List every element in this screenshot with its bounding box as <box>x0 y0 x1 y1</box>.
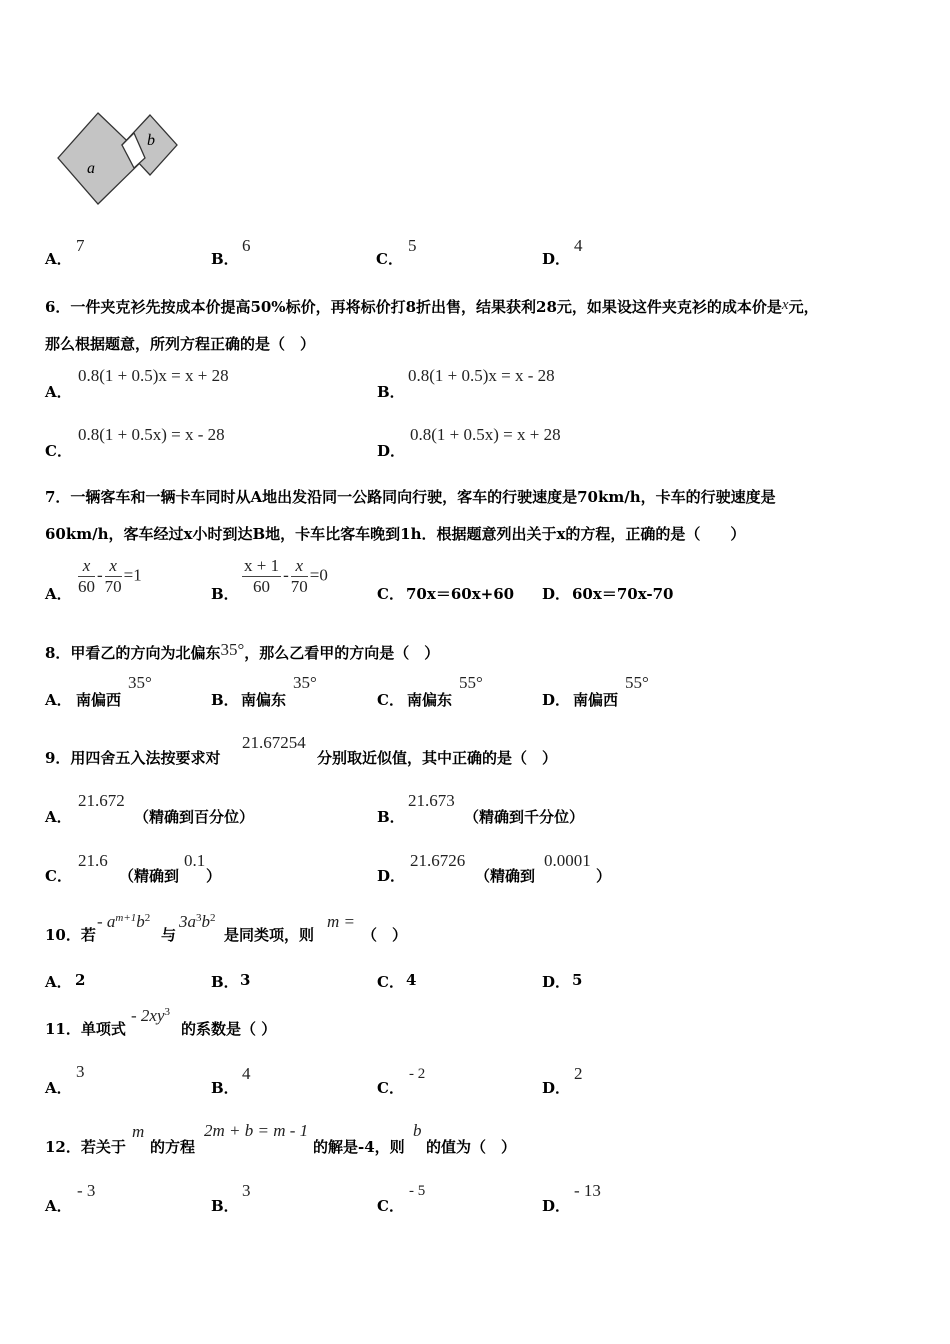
q11-expr-text: - 2xy <box>131 1006 165 1025</box>
q7-d-label[interactable]: D． <box>542 585 571 603</box>
q10-t1b: b <box>136 912 145 931</box>
q8-b-value: 35° <box>293 673 317 692</box>
q10-d-label[interactable]: D． <box>542 973 571 991</box>
q8-c-text: 南偏东 <box>407 691 453 709</box>
q6-b-expr: 0.8(1 + 0.5)x = x - 28 <box>408 366 555 385</box>
q7-a-expr <box>76 556 142 597</box>
q7-b-den2: 70 <box>290 577 308 596</box>
q6-a-expr: 0.8(1 + 0.5)x = x + 28 <box>78 366 229 385</box>
q10-c-label[interactable]: C． <box>377 973 404 991</box>
q12-mid2: 的解是-4，则 <box>313 1138 405 1156</box>
q10-end: （ ） <box>362 926 408 944</box>
q11-post: 的系数是（ ） <box>181 1020 277 1038</box>
q12-d-label[interactable]: D． <box>542 1197 571 1215</box>
q7-stem-line1: 7．一辆客车和一辆卡车同时从A地出发沿同一公路同向行驶，客车的行驶速度是70km/h，卡车的行驶速度是 <box>45 488 776 506</box>
q7-a-label[interactable]: A． <box>45 585 72 603</box>
q9-c-precision: 0.1 <box>184 851 206 870</box>
q11-b-label[interactable]: B． <box>211 1079 239 1097</box>
q7-b-label[interactable]: B． <box>211 585 239 603</box>
q7-a-num2: x <box>105 556 122 577</box>
q7-c-expr: 70x＝60x+60 <box>406 585 515 603</box>
q9-d-value: 21.6726 <box>410 851 466 870</box>
q5-d-label[interactable]: D． <box>542 250 571 268</box>
q10-c-value: 4 <box>406 971 417 989</box>
q12-a-value: - 3 <box>77 1181 96 1200</box>
q9-b-text: （精确到千分位） <box>464 808 585 826</box>
q9-a-text: （精确到百分位） <box>134 808 255 826</box>
q9-a-value: 21.672 <box>78 791 125 810</box>
q10-t2: 3a <box>179 912 196 931</box>
q10-mid: 与 <box>161 926 177 944</box>
q12-var2: b <box>413 1121 422 1140</box>
q10-pre: 10．若 <box>45 926 96 944</box>
q8-a-text: 南偏西 <box>76 691 122 709</box>
q8-b-text: 南偏东 <box>241 691 287 709</box>
q10-a-value: 2 <box>75 971 86 989</box>
q5-c-label[interactable]: C． <box>376 250 403 268</box>
q9-c-end: ） <box>206 867 222 885</box>
q5-d-value: 4 <box>574 236 583 255</box>
q6-stem-line1 <box>45 296 819 317</box>
q12-a-label[interactable]: A． <box>45 1197 72 1215</box>
q12-b-label[interactable]: B． <box>211 1197 239 1215</box>
q7-b-num1: x + 1 <box>244 556 280 575</box>
q6-d-label[interactable]: D． <box>377 442 406 460</box>
q9-a-label[interactable]: A． <box>45 808 72 826</box>
q8-angle: 35° <box>220 640 245 659</box>
q10-var: m = <box>327 912 355 931</box>
q7-a-rhs: =1 <box>123 565 142 585</box>
q8-post: ，那么乙看甲的方向是（ ） <box>244 644 440 662</box>
q12-c-label[interactable]: C． <box>377 1197 404 1215</box>
q8-a-value: 35° <box>128 673 152 692</box>
q10-t2-sup: 3 <box>196 912 202 924</box>
q9-number: 21.67254 <box>242 733 306 752</box>
q6-a-label[interactable]: A． <box>45 383 72 401</box>
q7-a-num1: x <box>78 556 95 577</box>
q8-d-value: 55° <box>625 673 649 692</box>
q12-mid: 的方程 <box>150 1138 196 1156</box>
label-a: a <box>87 160 95 177</box>
q11-d-value: 2 <box>574 1064 583 1083</box>
squares-figure <box>50 105 185 210</box>
q11-c-value: - 2 <box>409 1066 426 1082</box>
q10-t1: - a <box>97 912 116 931</box>
q5-a-label[interactable]: A． <box>45 250 72 268</box>
q5-options <box>45 236 925 266</box>
q7-d-expr: 60x＝70x-70 <box>572 585 674 603</box>
q7-b-den1: 60 <box>253 577 271 596</box>
q9-b-label[interactable]: B． <box>377 808 405 826</box>
q7-b-num2: x <box>291 556 308 577</box>
q9-d-precision: 0.0001 <box>544 851 591 870</box>
q10-a-label[interactable]: A． <box>45 973 72 991</box>
q5-b-value: 6 <box>242 236 251 255</box>
q8-c-label[interactable]: C． <box>377 691 404 709</box>
q7-a-op: - <box>97 565 103 585</box>
q5-a-value: 7 <box>76 236 85 255</box>
q10-post: 是同类项，则 <box>224 926 315 944</box>
q11-pre: 11．单项式 <box>45 1020 126 1038</box>
label-b: b <box>147 132 155 149</box>
q8-a-label[interactable]: A． <box>45 691 72 709</box>
q6-c-expr: 0.8(1 + 0.5x) = x - 28 <box>78 425 225 444</box>
q7-c-label[interactable]: C． <box>377 585 404 603</box>
q8-c-value: 55° <box>459 673 483 692</box>
q9-d-end: ） <box>596 867 612 885</box>
q10-b-label[interactable]: B． <box>211 973 239 991</box>
q7-b-expr <box>240 556 328 597</box>
q7-a-den2: 70 <box>104 577 122 596</box>
q8-b-label[interactable]: B． <box>211 691 239 709</box>
q11-expr <box>131 1006 170 1026</box>
q12-pre: 12．若关于 <box>45 1138 126 1156</box>
q11-a-label[interactable]: A． <box>45 1079 72 1097</box>
q9-c-value: 21.6 <box>78 851 108 870</box>
q8-stem <box>45 642 439 663</box>
q6-c-label[interactable]: C． <box>45 442 72 460</box>
q8-pre: 8．甲看乙的方向为北偏东 <box>45 644 221 662</box>
q6-b-label[interactable]: B． <box>377 383 405 401</box>
q10-b-value: 3 <box>240 971 251 989</box>
q10-term2 <box>179 912 216 932</box>
q11-c-label[interactable]: C． <box>377 1079 404 1097</box>
q7-b-rhs: =0 <box>309 565 328 585</box>
q5-b-label[interactable]: B． <box>211 250 239 268</box>
q6-stem-line2: 那么根据题意，所列方程正确的是（ ） <box>45 335 316 353</box>
q6-text1-end: 元， <box>788 298 819 316</box>
q9-d-text: （精确到 <box>475 867 536 885</box>
q5-c-value: 5 <box>408 236 417 255</box>
q9-c-text: （精确到 <box>119 867 180 885</box>
q8-d-label[interactable]: D． <box>542 691 571 709</box>
q12-equation: 2m + b = m - 1 <box>204 1121 309 1140</box>
q8-d-text: 南偏西 <box>573 691 619 709</box>
q7-a-den1: 60 <box>78 577 95 596</box>
q9-post: 分别取近似值，其中正确的是（ ） <box>317 749 558 767</box>
q9-b-value: 21.673 <box>408 791 455 810</box>
q9-pre: 9．用四舍五入法按要求对 <box>45 749 221 767</box>
q9-c-label[interactable]: C． <box>45 867 72 885</box>
q10-term1 <box>97 912 150 932</box>
q10-d-value: 5 <box>572 971 583 989</box>
q12-c-value: - 5 <box>409 1183 426 1199</box>
q6-var: x <box>781 297 789 313</box>
q11-d-label[interactable]: D． <box>542 1079 571 1097</box>
q10-t1b-sup: 2 <box>144 912 151 924</box>
q7-b-op: - <box>283 565 289 585</box>
q6-d-expr: 0.8(1 + 0.5x) = x + 28 <box>410 425 561 444</box>
q9-d-label[interactable]: D． <box>377 867 406 885</box>
q12-d-value: - 13 <box>574 1181 601 1200</box>
q11-expr-sup: 3 <box>164 1006 171 1018</box>
q6-text1: 6．一件夹克衫先按成本价提高50%标价，再将标价打8折出售，结果获利28元，如果设这件夹克衫的成本价是 <box>45 298 782 316</box>
q12-post: 的值为（ ） <box>426 1138 517 1156</box>
q12-b-value: 3 <box>242 1181 251 1200</box>
q11-b-value: 4 <box>242 1064 251 1083</box>
q11-a-value: 3 <box>76 1062 85 1081</box>
q10-t2b-sup: 2 <box>210 912 216 924</box>
q7-stem-line2: 60km/h，客车经过x小时到达B地，卡车比客车晚到1h．根据题意列出关于x的方程，正确的是（ ） <box>45 525 746 543</box>
q12-var1: m <box>132 1122 145 1141</box>
q10-t2b: b <box>201 912 210 931</box>
q10-t1-sup: m+1 <box>115 912 137 924</box>
